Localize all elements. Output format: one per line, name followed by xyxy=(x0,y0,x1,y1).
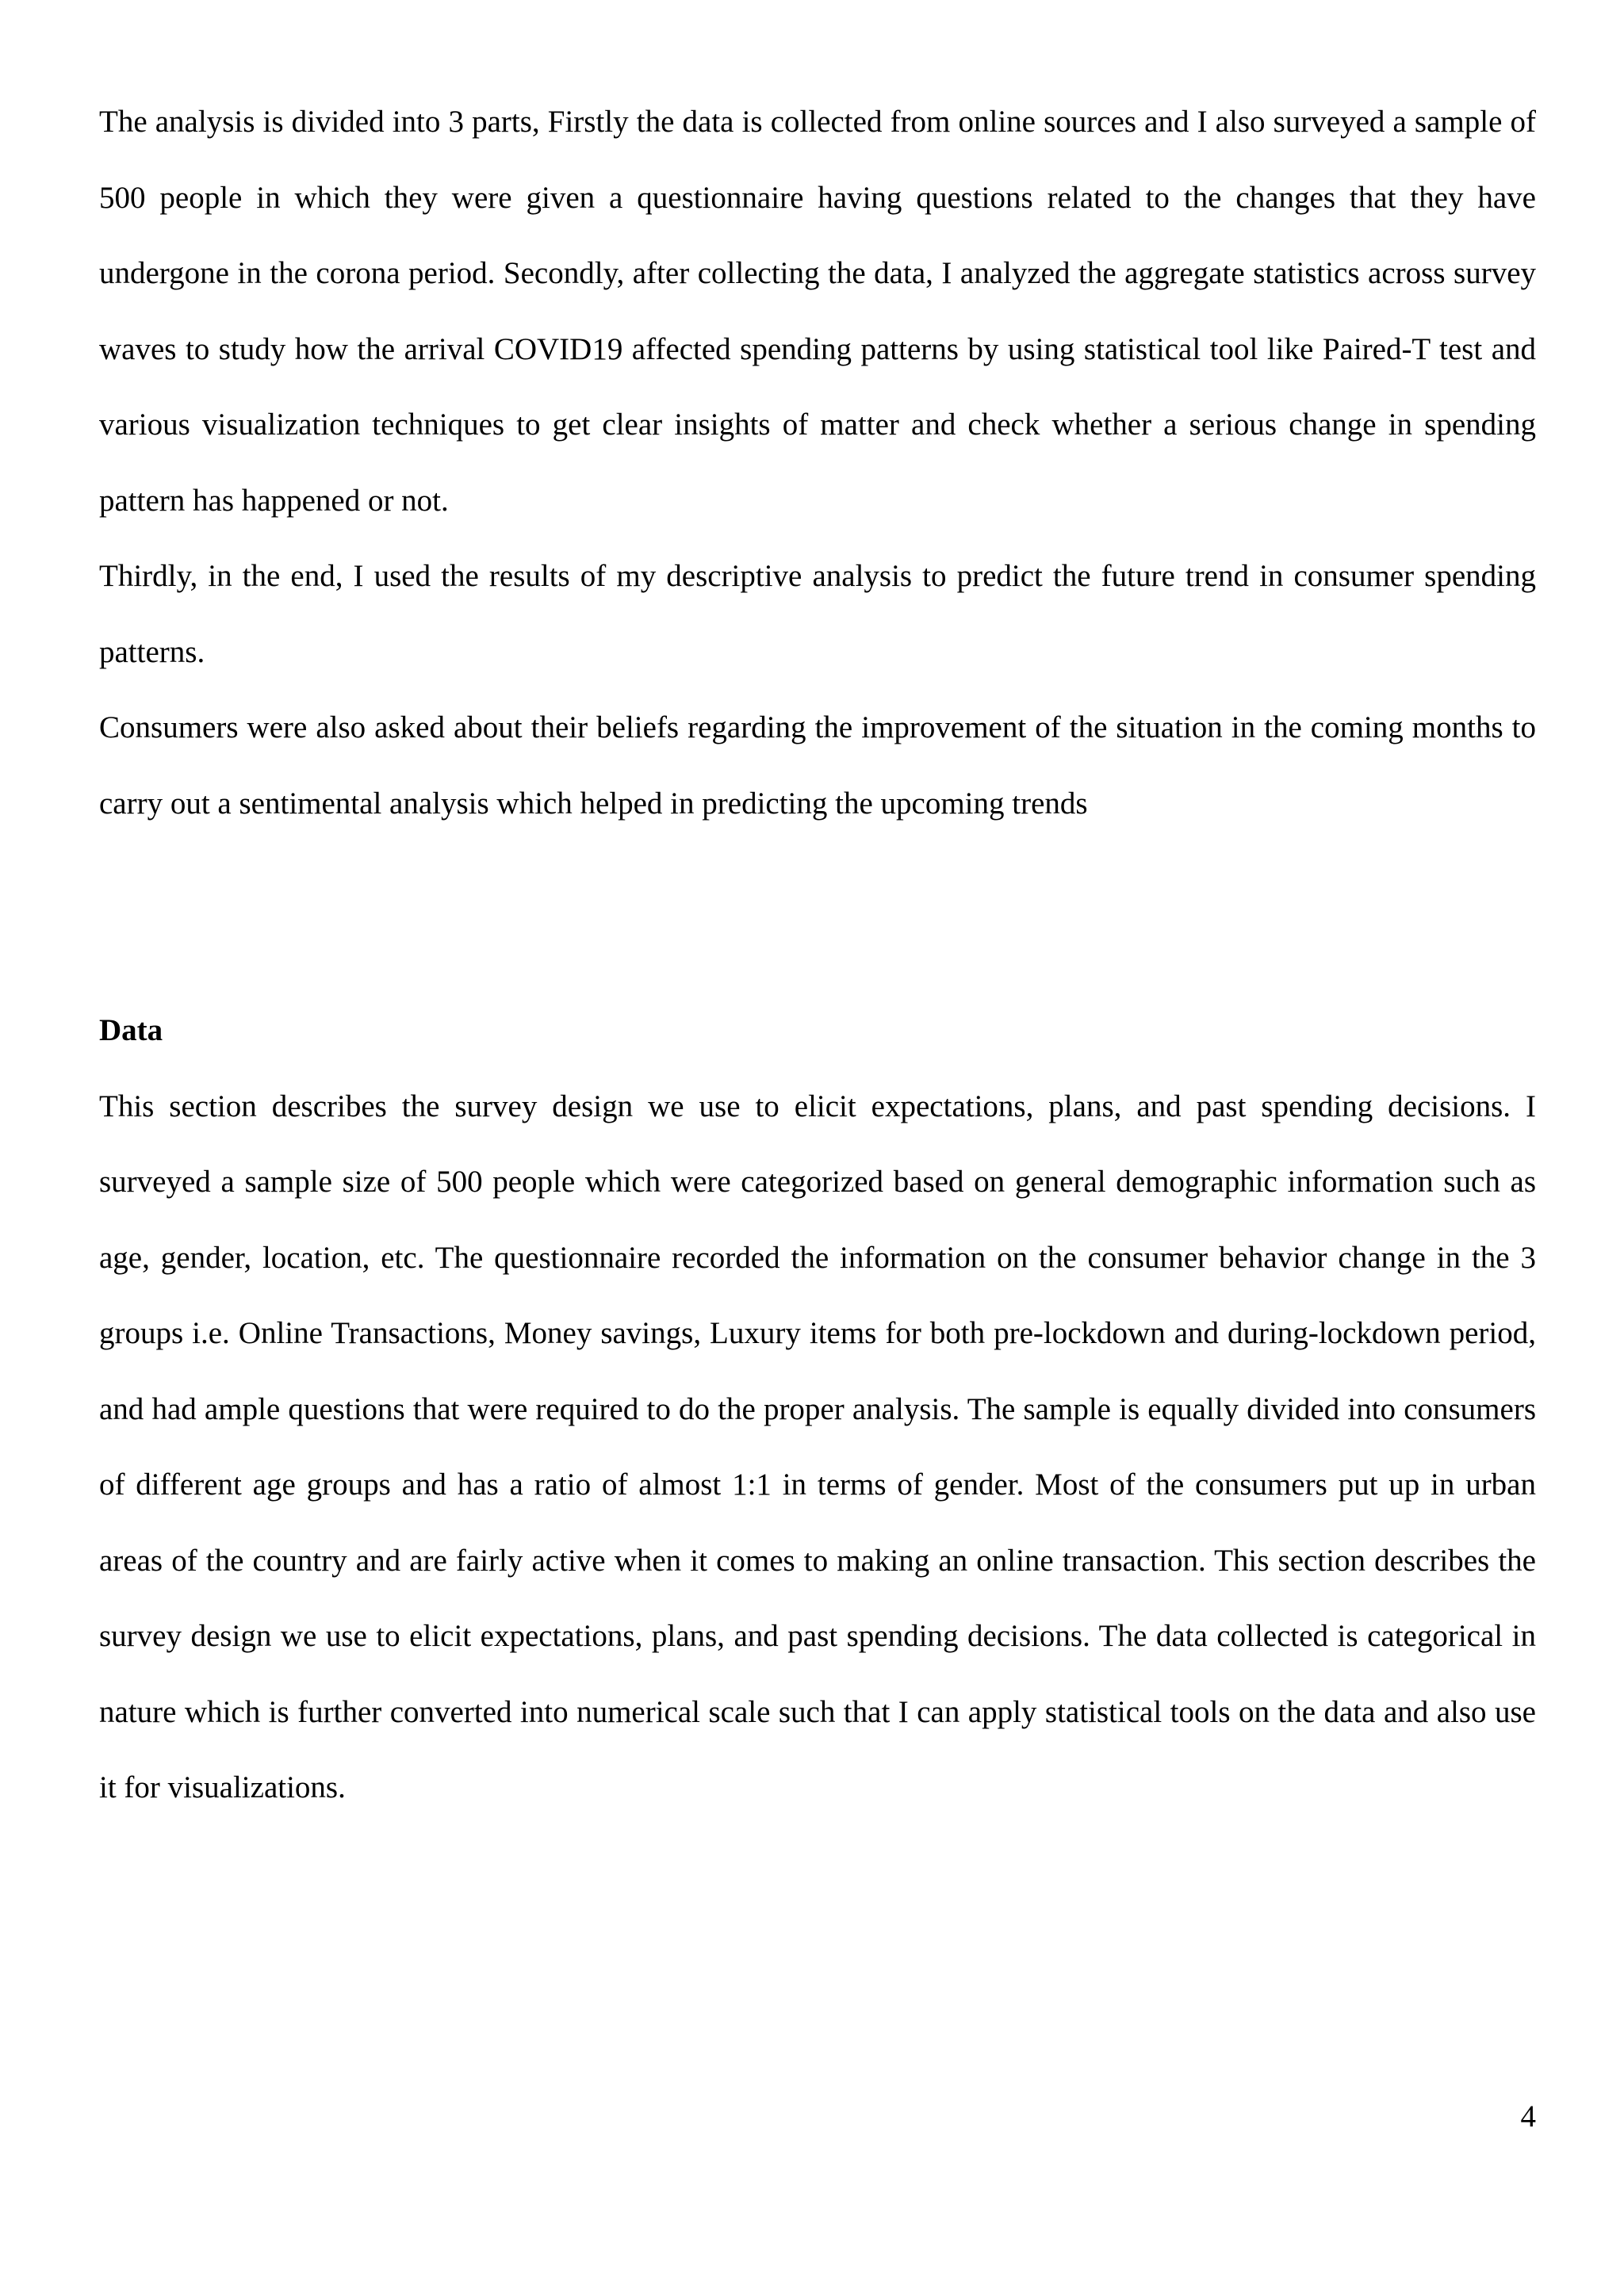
page-number: 4 xyxy=(1520,2099,1536,2133)
intro-paragraph-2: Thirdly, in the end, I used the results of my descriptive analysis to predict the future trend in consumer spending patterns. xyxy=(99,559,1536,669)
page-body xyxy=(99,84,1536,1826)
section-heading-data: Data xyxy=(99,1013,163,1047)
data-paragraph: This section describes the survey design we use to elicit expectations, plans, and past spending decisions. I surveyed a sample size of 500 people which were categorized based on general demographic information such as age, gender, location, etc. The questionnaire recorded the information on the consumer behavior change in the 3 groups i.e. Online Transactions, Money savings, Luxury items for both pre-lockdown and during-lockdown period, and had ample questions that were required to do the proper analysis. The sample is equally divided into consumers of different age groups and has a ratio of almost 1:1 in terms of gender. Most of the consumers put up in urban areas of the country and are fairly active when it comes to making an online transaction. This section describes the survey design we use to elicit expectations, plans, and past spending decisions. The data collected is categorical in nature which is further converted into numerical scale such that I can apply statistical tools on the data and also use it for visualizations. xyxy=(99,1089,1536,1804)
intro-paragraph-1: The analysis is divided into 3 parts, Firstly the data is collected from online sources and I also surveyed a sample of 500 people in which they were given a questionnaire having questions related to the changes that they have undergone in the corona period. Secondly, after collecting the data, I analyzed the aggregate statistics across survey waves to study how the arrival COVID19 affected spending patterns by using statistical tool like Paired-T test and various visualization techniques to get clear insights of matter and check whether a serious change in spending pattern has happened or not. xyxy=(99,105,1536,518)
intro-paragraph-3: Consumers were also asked about their beliefs regarding the improvement of the situation in the coming months to carry out a sentimental analysis which helped in predicting the upcoming trends xyxy=(99,710,1536,821)
section-spacer xyxy=(99,841,1536,993)
